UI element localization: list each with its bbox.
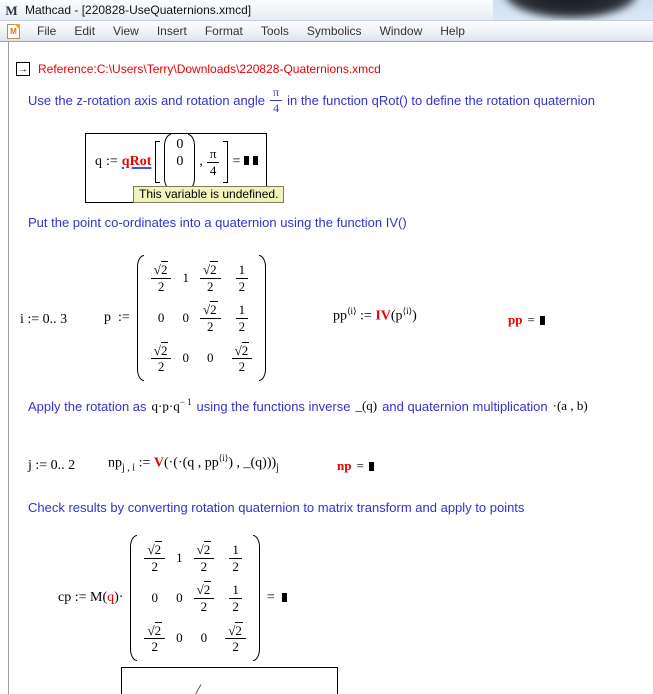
left-bracket: [155, 141, 160, 183]
reference-path: Reference:C:\Users\Terry\Downloads\220828-Quaternions.xmcd: [38, 62, 381, 76]
np-result-name: np: [337, 458, 352, 473]
note1-post: in the function qRot() to define the rotation quaternion: [287, 92, 595, 108]
worksheet[interactable]: [0, 42, 653, 694]
menu-window[interactable]: Window: [379, 24, 423, 38]
result-placeholder: [282, 593, 287, 602]
pp-result-name: pp: [508, 312, 523, 327]
menu-insert[interactable]: Insert: [156, 24, 187, 38]
note-use-z-rotation[interactable]: [28, 86, 595, 114]
person-silhouette: [505, 0, 637, 18]
menu-view[interactable]: View: [113, 24, 139, 38]
p-assign: :=: [118, 309, 130, 325]
p-matrix-cells: $\frac{√2}{2}$ 1 $\frac{√2}{2}$ $\frac{1}{2}$ 0 0 $\frac{√2}{2}$ $\frac{1}{2}$ $\frac{√2}{2}$ 0 0 $\frac{√2}{2}$: [144, 255, 259, 381]
pp-result-region[interactable]: [508, 312, 545, 328]
multiplication-function-math: ·(a , b): [552, 398, 588, 414]
pp-definition-region[interactable]: $pp^{⟨i⟩}$ := $IV(p^{⟨i⟩})$: [333, 306, 417, 324]
column-operator-sup: ⟨i⟩: [347, 306, 357, 316]
menu-bar: [0, 21, 653, 42]
equals-sign: =: [527, 312, 535, 327]
document-icon: M: [7, 24, 20, 39]
reference-arrow-icon[interactable]: →: [18, 64, 28, 75]
equals-sign: =: [232, 154, 241, 169]
qrot-undefined-function: qRot: [121, 154, 152, 169]
note1-pre: Use the z-rotation axis and rotation angle: [28, 92, 266, 108]
plot-tick-glyph: /: [196, 682, 201, 694]
note-apply-rotation[interactable]: Apply the rotation as $q\cdot p\cdot q^{- 1}$ using the functions inverse _(q) and quaternion multiplication ·(a , b): [28, 397, 588, 414]
np-definition-region[interactable]: $np_{j , i}$ := V(·(·(q , $pp^{⟨i⟩}$) , $\_(q)))_j$: [108, 453, 279, 474]
note-put-coordinates[interactable]: Put the point co-ordinates into a quaternion using the function IV(): [28, 215, 407, 230]
p-matrix: [137, 255, 266, 381]
undefined-variable-tooltip: This variable is undefined.: [133, 186, 284, 203]
mathcad-app-icon: M: [5, 2, 18, 18]
menu-edit[interactable]: Edit: [74, 24, 96, 38]
cp-lhs-expression: cp := M(q)·: [58, 589, 124, 605]
j-range-region[interactable]: j := 0.. 2: [28, 458, 76, 473]
matrix-right-paren: [259, 255, 266, 381]
q-lhs: q: [95, 154, 102, 169]
vector-left-paren: [164, 134, 171, 190]
menu-symbolics[interactable]: Symbolics: [306, 24, 362, 38]
equals-sign: =: [356, 458, 364, 473]
webcam-overlay: [493, 0, 653, 21]
vector-element-0: 0: [176, 137, 184, 152]
comma: ,: [199, 154, 203, 169]
matrix-right-paren: [253, 535, 260, 661]
window-title: Mathcad - [220828-UseQuaternions.xmcd]: [25, 3, 252, 17]
np-index-subscript: j: [276, 462, 279, 474]
p-definition-region[interactable]: [104, 255, 266, 381]
np-subscript: j , i: [122, 462, 136, 474]
angle-fraction: $\frac{\pi}{4}$: [207, 147, 220, 177]
vector-right-paren: [188, 134, 195, 190]
result-placeholder: [540, 316, 545, 325]
page-margin-line: [8, 42, 9, 694]
pi-over-4-fraction: $\frac{\pi}{4}$: [270, 86, 282, 114]
qpq-inverse-math: $q\cdot p\cdot q^{- 1}$: [151, 397, 192, 414]
assign-operator: :=: [106, 154, 118, 169]
matrix-left-paren: [137, 255, 144, 381]
equals-sign: =: [266, 589, 275, 605]
iv-undefined-function: IV: [375, 308, 391, 324]
v-undefined-function: V: [153, 455, 164, 471]
result-placeholder: [369, 462, 374, 471]
menu-help[interactable]: Help: [440, 24, 465, 38]
menu-file[interactable]: File: [37, 24, 57, 38]
cp-matrix: [130, 535, 259, 661]
i-range-region[interactable]: i := 0.. 3: [20, 312, 68, 327]
vector-element-hidden: [176, 171, 183, 187]
reference-region[interactable]: [16, 62, 381, 76]
vector-element-1: 0: [176, 154, 184, 169]
plot-region[interactable]: [121, 667, 338, 694]
axis-vector: [164, 134, 195, 190]
p-lhs: p: [104, 309, 111, 325]
note-check-results[interactable]: Check results by converting rotation quaternion to matrix transform and apply to points: [28, 500, 525, 515]
cp-matrix-cells: $\frac{√2}{2}$ 1 $\frac{√2}{2}$ $\frac{1}{2}$ 0 0 $\frac{√2}{2}$ $\frac{1}{2}$ $\frac{√2}{2}$ 0 0 $\frac{√2}{2}$: [137, 535, 252, 661]
np-result-region[interactable]: [337, 458, 374, 474]
q-error-argument: q: [107, 589, 115, 605]
inverse-function-math: _(q): [355, 398, 378, 414]
column-operator-sup: ⟨i⟩: [402, 306, 413, 316]
menu-tools[interactable]: Tools: [260, 24, 289, 38]
menu-format[interactable]: Format: [204, 24, 243, 38]
matrix-left-paren: [130, 535, 137, 661]
right-bracket: [223, 141, 228, 183]
result-placeholders: [244, 154, 258, 170]
title-bar[interactable]: [0, 0, 653, 21]
cp-definition-region[interactable]: [58, 535, 287, 661]
column-operator-sup: ⟨i⟩: [218, 453, 229, 463]
